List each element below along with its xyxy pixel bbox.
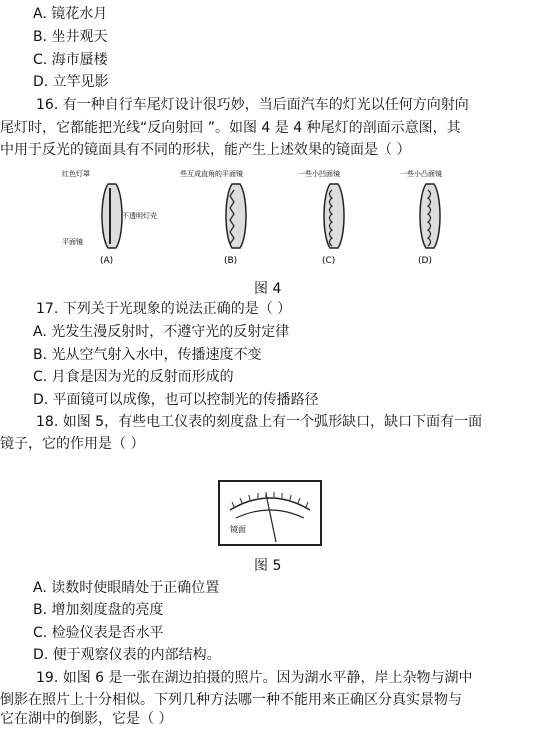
q17-option-d: D. 平面镜可以成像，也可以控制光的传播路径 [33,392,319,408]
fig4-letter-b: (B) [224,256,238,266]
figure-4-taillight-diagrams [60,166,490,270]
fig4-a-label-cover: 红色灯罩 [62,170,90,178]
fig4-a-label-mirror: 平面镜 [62,238,83,246]
figure-5-meter-dial [218,480,322,546]
q18-option-c: C. 检验仪表是否水平 [33,625,164,641]
fig5-mirror-label: 镜面 [230,525,246,534]
q18-option-b: B. 增加刻度盘的亮度 [33,602,164,618]
q15-option-b: B. 坐井观天 [33,29,108,45]
fig4-b-shape [226,184,246,248]
q15-option-c: C. 海市蜃楼 [33,52,108,68]
fig4-d-label: 一些小凸面镜 [400,170,442,178]
q19-line-1: 19. 如图 6 是一张在湖边拍摄的照片。因为湖水平静，岸上杂物与湖中 [36,670,473,686]
q15-option-d: D. 立竿见影 [33,74,109,90]
figure-5-caption: 图 5 [254,558,282,574]
q15-option-a: A. 镜花水月 [33,6,108,22]
fig4-c-label: 一些小凹面镜 [298,170,340,178]
fig4-c-shape [324,184,344,248]
fig4-a-label-shell: 不透明灯壳 [122,212,157,220]
q19-line-2: 倒影在照片上十分相似。下列几种方法哪一种不能用来正确区分真实景物与 [0,692,462,708]
fig4-letter-c: (C) [322,256,336,266]
fig4-b-label: 些互成直角的平面镜 [180,170,243,178]
fig4-letter-d: (D) [418,256,432,266]
fig4-a-shape [102,184,122,248]
q17-option-c: C. 月食是因为光的反射而形成的 [33,369,234,385]
fig4-letter-a: (A) [100,256,114,266]
q18-line-1: 18. 如图 5，有些电工仪表的刻度盘上有一个弧形缺口，缺口下面有一面 [36,414,483,430]
q18-option-a: A. 读数时使眼睛处于正确位置 [33,580,220,596]
q17-option-b: B. 光从空气射入水中，传播速度不变 [33,347,262,363]
q18-option-d: D. 便于观察仪表的内部结构。 [33,647,221,663]
q16-line-1: 16. 有一种自行车尾灯设计很巧妙，当后面汽车的灯光以任何方向射向 [36,97,469,113]
q19-line-3: 它在湖中的倒影，它是（ ） [0,711,173,727]
q16-line-2: 尾灯时，它都能把光线“反向射回 ”。如图 4 是 4 种尾灯的剖面示意图，其 [0,120,461,136]
q18-line-2: 镜子，它的作用是（ ） [0,436,145,452]
q16-line-3: 中用于反光的镜面具有不同的形状，能产生上述效果的镜面是（ ） [0,142,411,158]
figure-4-caption: 图 4 [254,281,282,297]
q17-stem: 17. 下列关于光现象的说法正确的是（ ） [36,301,292,317]
q17-option-a: A. 光发生漫反射时，不遵守光的反射定律 [33,324,290,340]
